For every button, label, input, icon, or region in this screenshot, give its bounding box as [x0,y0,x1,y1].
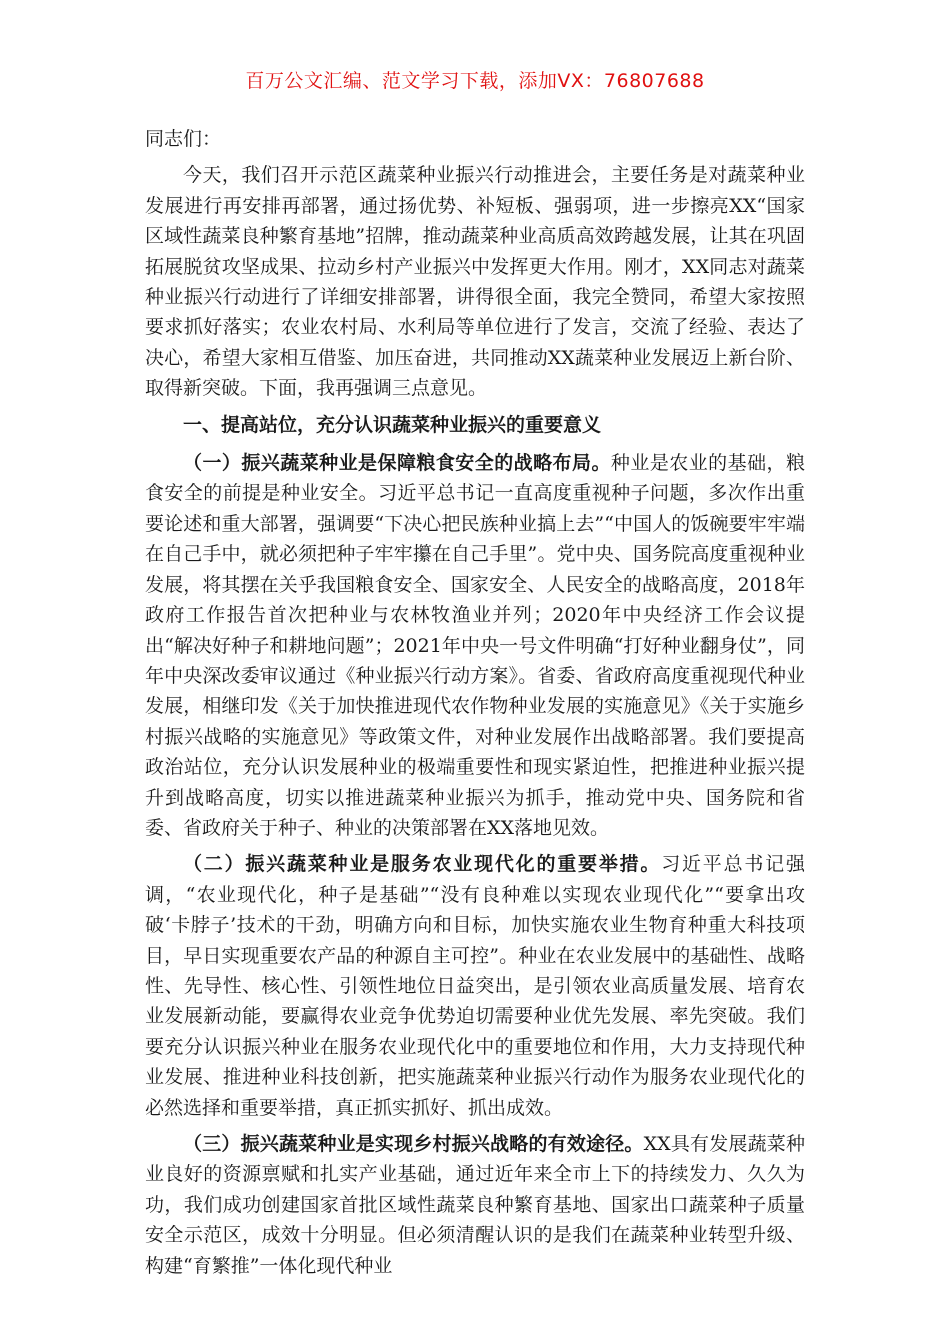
section-heading-1: 一、提高站位，充分认识蔬菜种业振兴的重要意义 [183,413,602,436]
point-text-3: XX具有发展蔬菜种业良好的资源禀赋和扎实产业基础，通过近年来全市上下的持续发力、久久为功，我们成功创建国家首批区域性蔬菜良种繁育基地、国家出口蔬菜种子质量安全示范区，成效十分明显。但必须清醒认识的是我们在蔬菜种业转型升级、构建“育繁推”一体化现代种业 [145,1133,805,1277]
point-paragraph-2 [145,849,805,1123]
point-lead-1: （一）振兴蔬菜种业是保障粮食安全的战略布局。 [183,452,611,475]
point-paragraph-3 [145,1129,805,1281]
point-text-1: 种业是农业的基础，粮食安全的前提是种业安全。习近平总书记一直高度重视种子问题，多次作出重要论述和重大部署，强调要“下决心把民族种业搞上去”“中国人的饭碗要牢牢端在自己手中，就必须把种子牢牢攥在自己手里”。党中央、国务院高度重视种业发展，将其摆在关乎我国粮食安全、国家安全、人民安全的战略高度，2018年政府工作报告首次把种业与农林牧渔业并列；2020年中央经济工作会议提出“解决好种子和耕地问题”；2021年中央一号文件明确“打好种业翻身仗”，同年中央深改委审议通过《种业振兴行动方案》。省委、省政府高度重视现代种业发展，相继印发《关于加快推进现代农作物种业发展的实施意见》《关于实施乡村振兴战略的实施意见》等政策文件，对种业发展作出战略部署。我们要提高政治站位，充分认识发展种业的极端重要性和现实紧迫性，把推进种业振兴提升到战略高度，切实以推进蔬菜种业振兴为抓手，推动党中央、国务院和省委、省政府关于种子、种业的决策部署在XX落地见效。 [145,452,805,839]
intro-paragraph: 今天，我们召开示范区蔬菜种业振兴行动推进会，主要任务是对蔬菜种业发展进行再安排再部署，通过扬优势、补短板、强弱项，进一步擦亮XX“国家区域性蔬菜良种繁育基地”招牌，推动蔬菜种业高质高效跨越发展，让其在巩固拓展脱贫攻坚成果、拉动乡村产业振兴中发挥更大作用。刚才，XX同志对蔬菜种业振兴行动进行了详细安排部署，讲得很全面，我完全赞同，希望大家按照要求抓好落实；农业农村局、水利局等单位进行了发言，交流了经验、表达了决心，希望大家相互借鉴、加压奋进，共同推动XX蔬菜种业发展迈上新台阶、取得新突破。下面，我再强调三点意见。 [145,164,805,400]
salutation: 同志们： [145,128,222,150]
header-banner: 百万公文汇编、范文学习下载，添加VX：76807688 [245,70,705,92]
point-text-2: 习近平总书记强调，“农业现代化，种子是基础”“没有良种难以实现农业现代化”“要拿出攻破‘卡脖子’技术的干劲，明确方向和目标，加快实施农业生物育种重大科技项目，早日实现重要农产品的种源自主可控”。种业在农业发展中的基础性、战略性、先导性、核心性、引领性地位日益突出，是引领农业高质量发展、培育农业发展新动能，要赢得农业竞争优势迫切需要种业优先发展、率先突破。我们要充分认识振兴种业在服务农业现代化中的重要地位和作用，大力支持现代种业发展、推进种业科技创新，把实施蔬菜种业振兴行动作为服务农业现代化的必然选择和重要举措，真正抓实抓好、抓出成效。 [145,853,805,1119]
document-body [145,124,805,1287]
point-lead-3: （三）振兴蔬菜种业是实现乡村振兴战略的有效途径。 [183,1133,644,1155]
point-paragraph-1 [145,448,805,843]
point-lead-2: （二）振兴蔬菜种业是服务农业现代化的重要举措。 [183,853,662,876]
